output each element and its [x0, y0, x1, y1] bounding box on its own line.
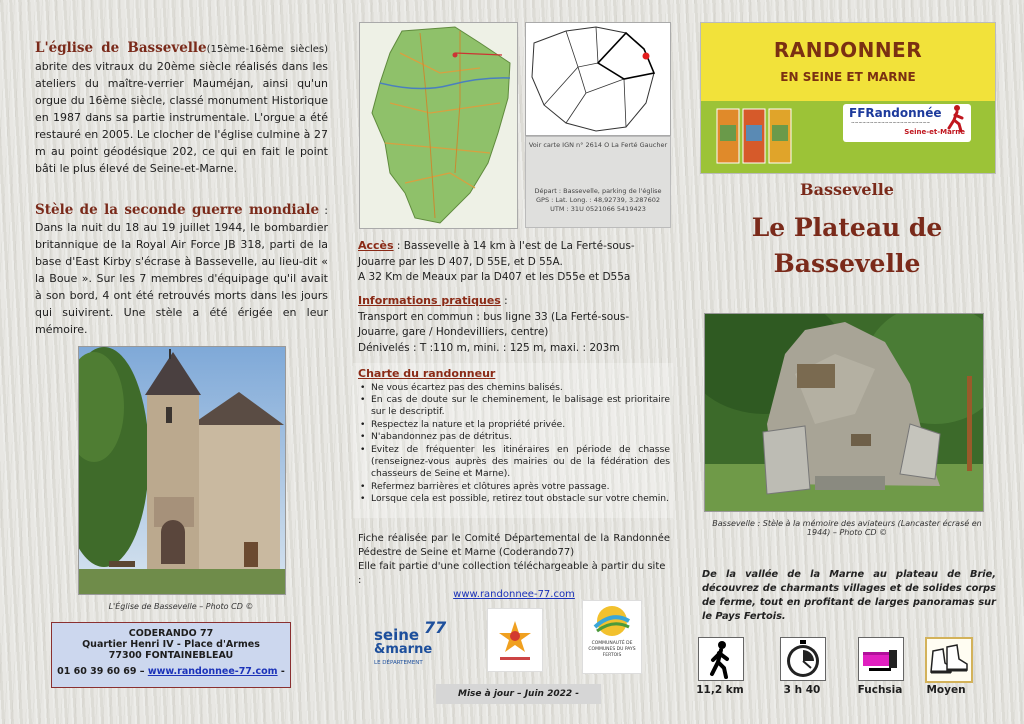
seine-et-marne-logo — [370, 612, 450, 672]
eglise-period: (15ème-16ème siècles) — [206, 44, 328, 55]
stele-title: Stèle de la seconde guerre mondiale — [35, 202, 320, 218]
duration-label: 3 h 40 — [783, 684, 821, 696]
charte-item: • Respectez la nature et la propriété privée. — [368, 419, 670, 431]
page-title: Le Plateau de Bassevelle — [751, 213, 943, 278]
map-gps: GPS : Lat. Long. : 48,92739, 3.287602 — [536, 196, 660, 204]
logo-marne-text: &marne — [374, 642, 433, 657]
charte-item: • Evitez de fréquenter les itinéraires en période de chasse (renseignez-vous auprès des mairies ou de la fédération des chasseurs de Seine et Marne). — [368, 444, 670, 481]
charte-item: • Ne vous écartez pas des chemins balisés. — [368, 382, 670, 394]
stele-text: : Dans la nuit du 18 au 19 juillet 1944, le bombardier britannique de la Royal Air Force JB 318, parti de la base d'East Kirby s'écrase à Bassevelle, au lieu-dit « la Boue ». Sur les 7 membres d'équipage qu'il avait à son bord, 4 ont été retrouvés morts dans les jours qui suivirent. Une stèle a été érigée en leur mémoire. — [35, 204, 329, 336]
church-photo-caption: L'Église de Bassevelle – Photo CD © — [108, 602, 254, 611]
fiche-text: Fiche réalisée par le Comité Départemental de la Randonnée Pédestre de Seine et Marne (Coderando77) — [358, 533, 670, 558]
address-line1: CODERANDO 77 — [128, 628, 214, 639]
locator-map — [525, 22, 671, 136]
eglise-text: abrite des vitraux du 20ème siècle réalisés dans les ateliers du maître-verrier Mauméjan, ainsi qu'un orgue du 16ème siècle, classé monument Historique en 1987 dans sa partie instrumentale. L'orgue a été restauré en 2005. Le clocher de l'église culmine à 27 m au point géodésique 202, ce qui en fait le point bâti le plus élevé de Seine-et-Marne. — [35, 60, 328, 175]
paint-brush-icon — [858, 637, 904, 681]
ffr-name: FFRandonnée — [849, 106, 942, 120]
ffr-region: Seine-et-Marne — [904, 128, 965, 136]
logo-seine-text: seine — [374, 626, 420, 644]
acces-text2: A 32 Km de Meaux par la D407 et les D55e et D55a — [358, 271, 631, 283]
address-contact — [52, 666, 290, 677]
stele-photo — [704, 313, 984, 512]
seine-et-marne-rando-logo — [487, 608, 543, 672]
acces-line — [358, 238, 670, 270]
map-info-box — [525, 136, 671, 228]
fiche-website-link[interactable]: www.randonnee-77.com — [453, 589, 575, 600]
address-website-link[interactable]: www.randonnee-77.com — [147, 666, 278, 677]
topoguide-books-icon — [715, 107, 795, 167]
department-map — [359, 22, 518, 229]
map-departure-info — [526, 187, 670, 214]
page-subtitle: Bassevelle — [800, 180, 894, 199]
infos-label: Informations pratiques — [358, 294, 501, 307]
infos-text: Transport en commun : bus ligne 33 (La Ferté-sous-Jouarre, gare / Hondevilliers, centre) — [358, 310, 630, 338]
map-utm: UTM : 31U 0521066 5419423 — [550, 205, 646, 213]
ffr-slogan-mark: ~~~~~~~~~~~~~~~~~~~~~ — [851, 121, 931, 126]
address-line3: 77300 FONTAINEBLEAU — [108, 650, 234, 661]
charte-item: • Lorsque cela est possible, retirez tout obstacle sur votre chemin. — [368, 493, 670, 505]
charte-item: • N'abandonnez pas de détritus. — [368, 431, 670, 443]
balisage-label: Fuchsia — [857, 684, 903, 696]
infos-denivele: Dénivelés : T :110 m, mini. : 125 m, maxi. : 203m — [358, 341, 620, 354]
address-phone: 01 60 39 60 69 – — [57, 666, 148, 677]
logo-dept-text: LE DÉPARTEMENT — [374, 660, 423, 666]
pays-fertois-logo — [582, 600, 642, 674]
charte-list — [358, 382, 670, 506]
ffrandonnee-logo — [843, 104, 971, 142]
infos-colon: : — [500, 295, 508, 307]
infos-section — [358, 293, 670, 356]
eglise-title: L'église de Bassevelle — [35, 40, 207, 56]
update-date-badge: Mise à jour – Juin 2022 - — [436, 684, 601, 704]
hiking-boots-icon — [925, 637, 973, 683]
address-dash: - — [277, 666, 285, 677]
acces-section — [358, 238, 670, 286]
pays-fertois-logo-text: COMMUNAUTÉ DE COMMUNES DU PAYS FERTOIS — [588, 641, 636, 658]
banner-subtitle: EN SEINE ET MARNE — [780, 70, 916, 84]
route-description: De la vallée de la Marne au plateau de Brie, découvrez de charmants villages et de solides corps de ferme, tout en profitant de larges panoramas sur le Pays Fertois. — [702, 569, 996, 622]
infos-heading — [358, 293, 670, 310]
banner-title: RANDONNER — [773, 38, 923, 62]
stele-photo-caption: Bassevelle : Stèle à la mémoire des aviateurs (Lancaster écrasé en 1944) – Photo CD © — [712, 519, 982, 537]
logo-77-text: 77 — [424, 618, 447, 637]
acces-text: : Bassevelle à 14 km à l'est de La Ferté-sous-Jouarre par les D 407, D 55E, et D 55A. — [358, 240, 635, 268]
address-box — [51, 622, 291, 688]
map-ign-reference: Voir carte IGN n° 2614 O La Ferté Gaucher — [528, 141, 668, 149]
stopwatch-icon — [780, 637, 826, 681]
charte-label: Charte du randonneur — [358, 367, 496, 380]
fiche-section — [358, 532, 670, 602]
church-photo — [78, 346, 286, 595]
ffr-hiker-icon — [945, 104, 967, 132]
map-departure: Départ : Bassevelle, parking de l'église — [534, 187, 662, 195]
fiche-text2: Elle fait partie d'une collection téléchargeable à partir du site : — [358, 561, 666, 586]
hiker-icon — [698, 637, 744, 681]
charte-item: • En cas de doute sur le cheminement, le balisage est prioritaire sur le descriptif. — [368, 394, 670, 419]
distance-label: 11,2 km — [696, 684, 744, 696]
address-line2: Quartier Henri IV - Place d'Armes — [82, 639, 260, 650]
charte-section — [358, 366, 670, 506]
acces-label: Accès — [358, 239, 394, 252]
stele-section — [35, 202, 328, 338]
randonner-banner — [700, 22, 996, 174]
eglise-section — [35, 40, 328, 177]
level-label: Moyen — [926, 684, 966, 696]
charte-item: • Refermez barrières et clôtures après votre passage. — [368, 481, 670, 493]
